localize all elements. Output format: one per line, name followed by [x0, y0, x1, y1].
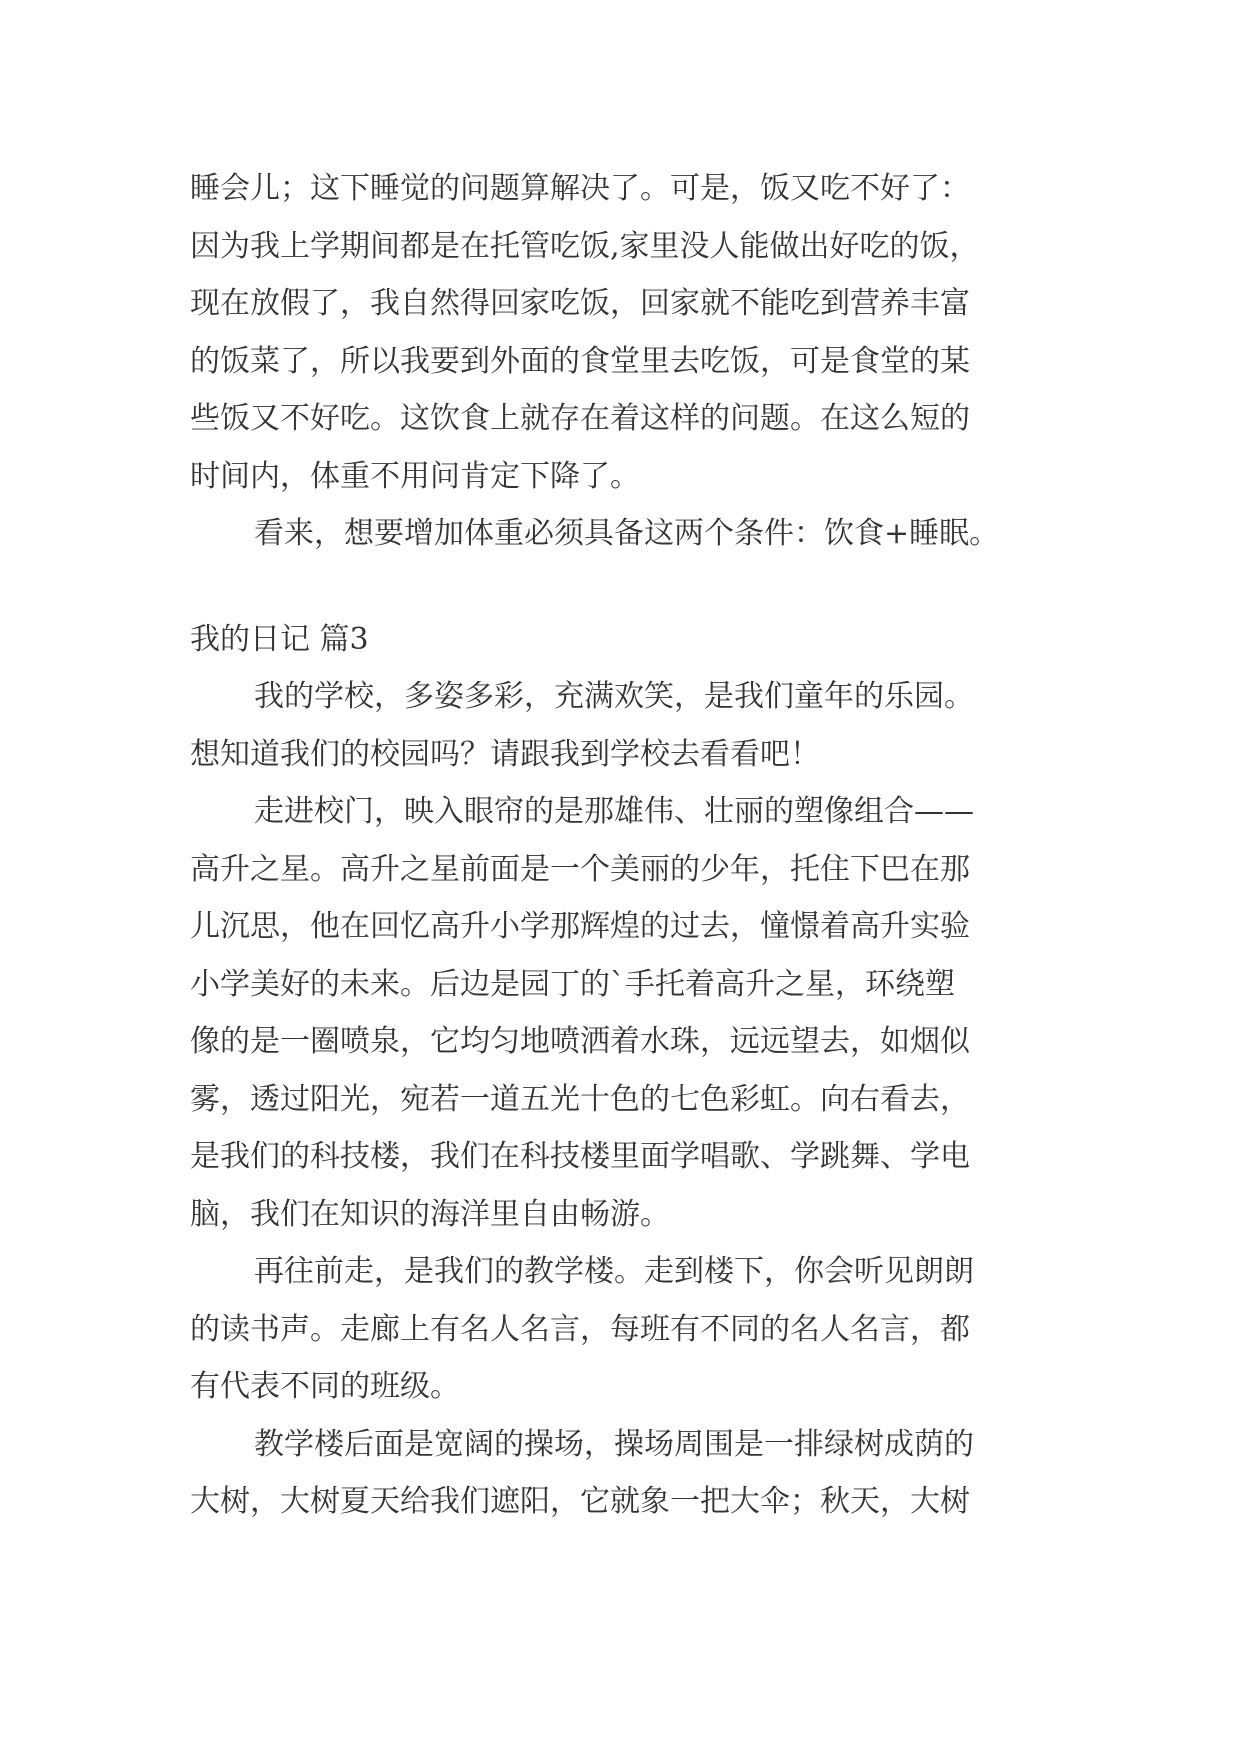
text-line: 睡会儿；这下睡觉的问题算解决了。可是，饭又吃不好了： — [190, 171, 970, 206]
text-line: 走进校门，映入眼帘的是那雄伟、壮丽的塑像组合—— — [254, 794, 974, 829]
paragraph — [190, 1416, 1090, 1531]
text-line: 的读书声。走廊上有名人名言，每班有不同的名人名言，都 — [190, 1311, 970, 1347]
paragraph-continuation — [190, 160, 1090, 505]
text-line: 想知道我们的校园吗？请跟我到学校去看看吧！ — [190, 736, 820, 772]
text-line: 大树，大树夏天给我们遮阳，它就象一把大伞；秋天，大树 — [190, 1484, 970, 1519]
document-body — [190, 160, 1090, 1531]
paragraph-conclusion: 看来，想要增加体重必须具备这两个条件：饮食+睡眠。 — [254, 516, 1000, 551]
text-line: 高升之星。高升之星前面是一个美丽的少年，托住下巴在那 — [190, 851, 970, 887]
text-line: 脑，我们在知识的海洋里自由畅游。 — [190, 1196, 670, 1232]
text-line: 现在放假了，我自然得回家吃饭，回家就不能吃到营养丰富 — [190, 286, 970, 321]
text-line: 些饭又不好吃。这饮食上就存在着这样的问题。在这么短的 — [190, 401, 970, 436]
text-line: 教学楼后面是宽阔的操场，操场周围是一排绿树成荫的 — [254, 1426, 974, 1462]
text-line: 雾，透过阳光，宛若一道五光十色的七色彩虹。向右看去， — [190, 1081, 970, 1117]
section-heading: 我的日记 篇3 — [190, 621, 369, 657]
paragraph — [190, 668, 1090, 783]
text-line: 的饭菜了，所以我要到外面的食堂里去吃饭，可是食堂的某 — [190, 343, 970, 379]
text-line: 是我们的科技楼，我们在科技楼里面学唱歌、学跳舞、学电 — [190, 1139, 970, 1174]
paragraph — [190, 1243, 1090, 1416]
paragraph — [190, 783, 1090, 1243]
text-line: 因为我上学期间都是在托管吃饭,家里没人能做出好吃的饭， — [190, 228, 980, 264]
text-line: 时间内，体重不用问肯定下降了。 — [190, 458, 640, 494]
text-line: 再往前走，是我们的教学楼。走到楼下，你会听见朗朗 — [254, 1254, 974, 1289]
text-line: 小学美好的未来。后边是园丁的`手托着高升之星，环绕塑 — [190, 966, 955, 1002]
text-line: 有代表不同的班级。 — [190, 1369, 460, 1404]
text-line: 我的学校，多姿多彩，充满欢笑，是我们童年的乐园。 — [254, 679, 974, 714]
text-line: 儿沉思，他在回忆高升小学那辉煌的过去，憧憬着高升实验 — [190, 909, 970, 944]
text-line: 像的是一圈喷泉，它均匀地喷洒着水珠，远远望去，如烟似 — [190, 1024, 970, 1059]
